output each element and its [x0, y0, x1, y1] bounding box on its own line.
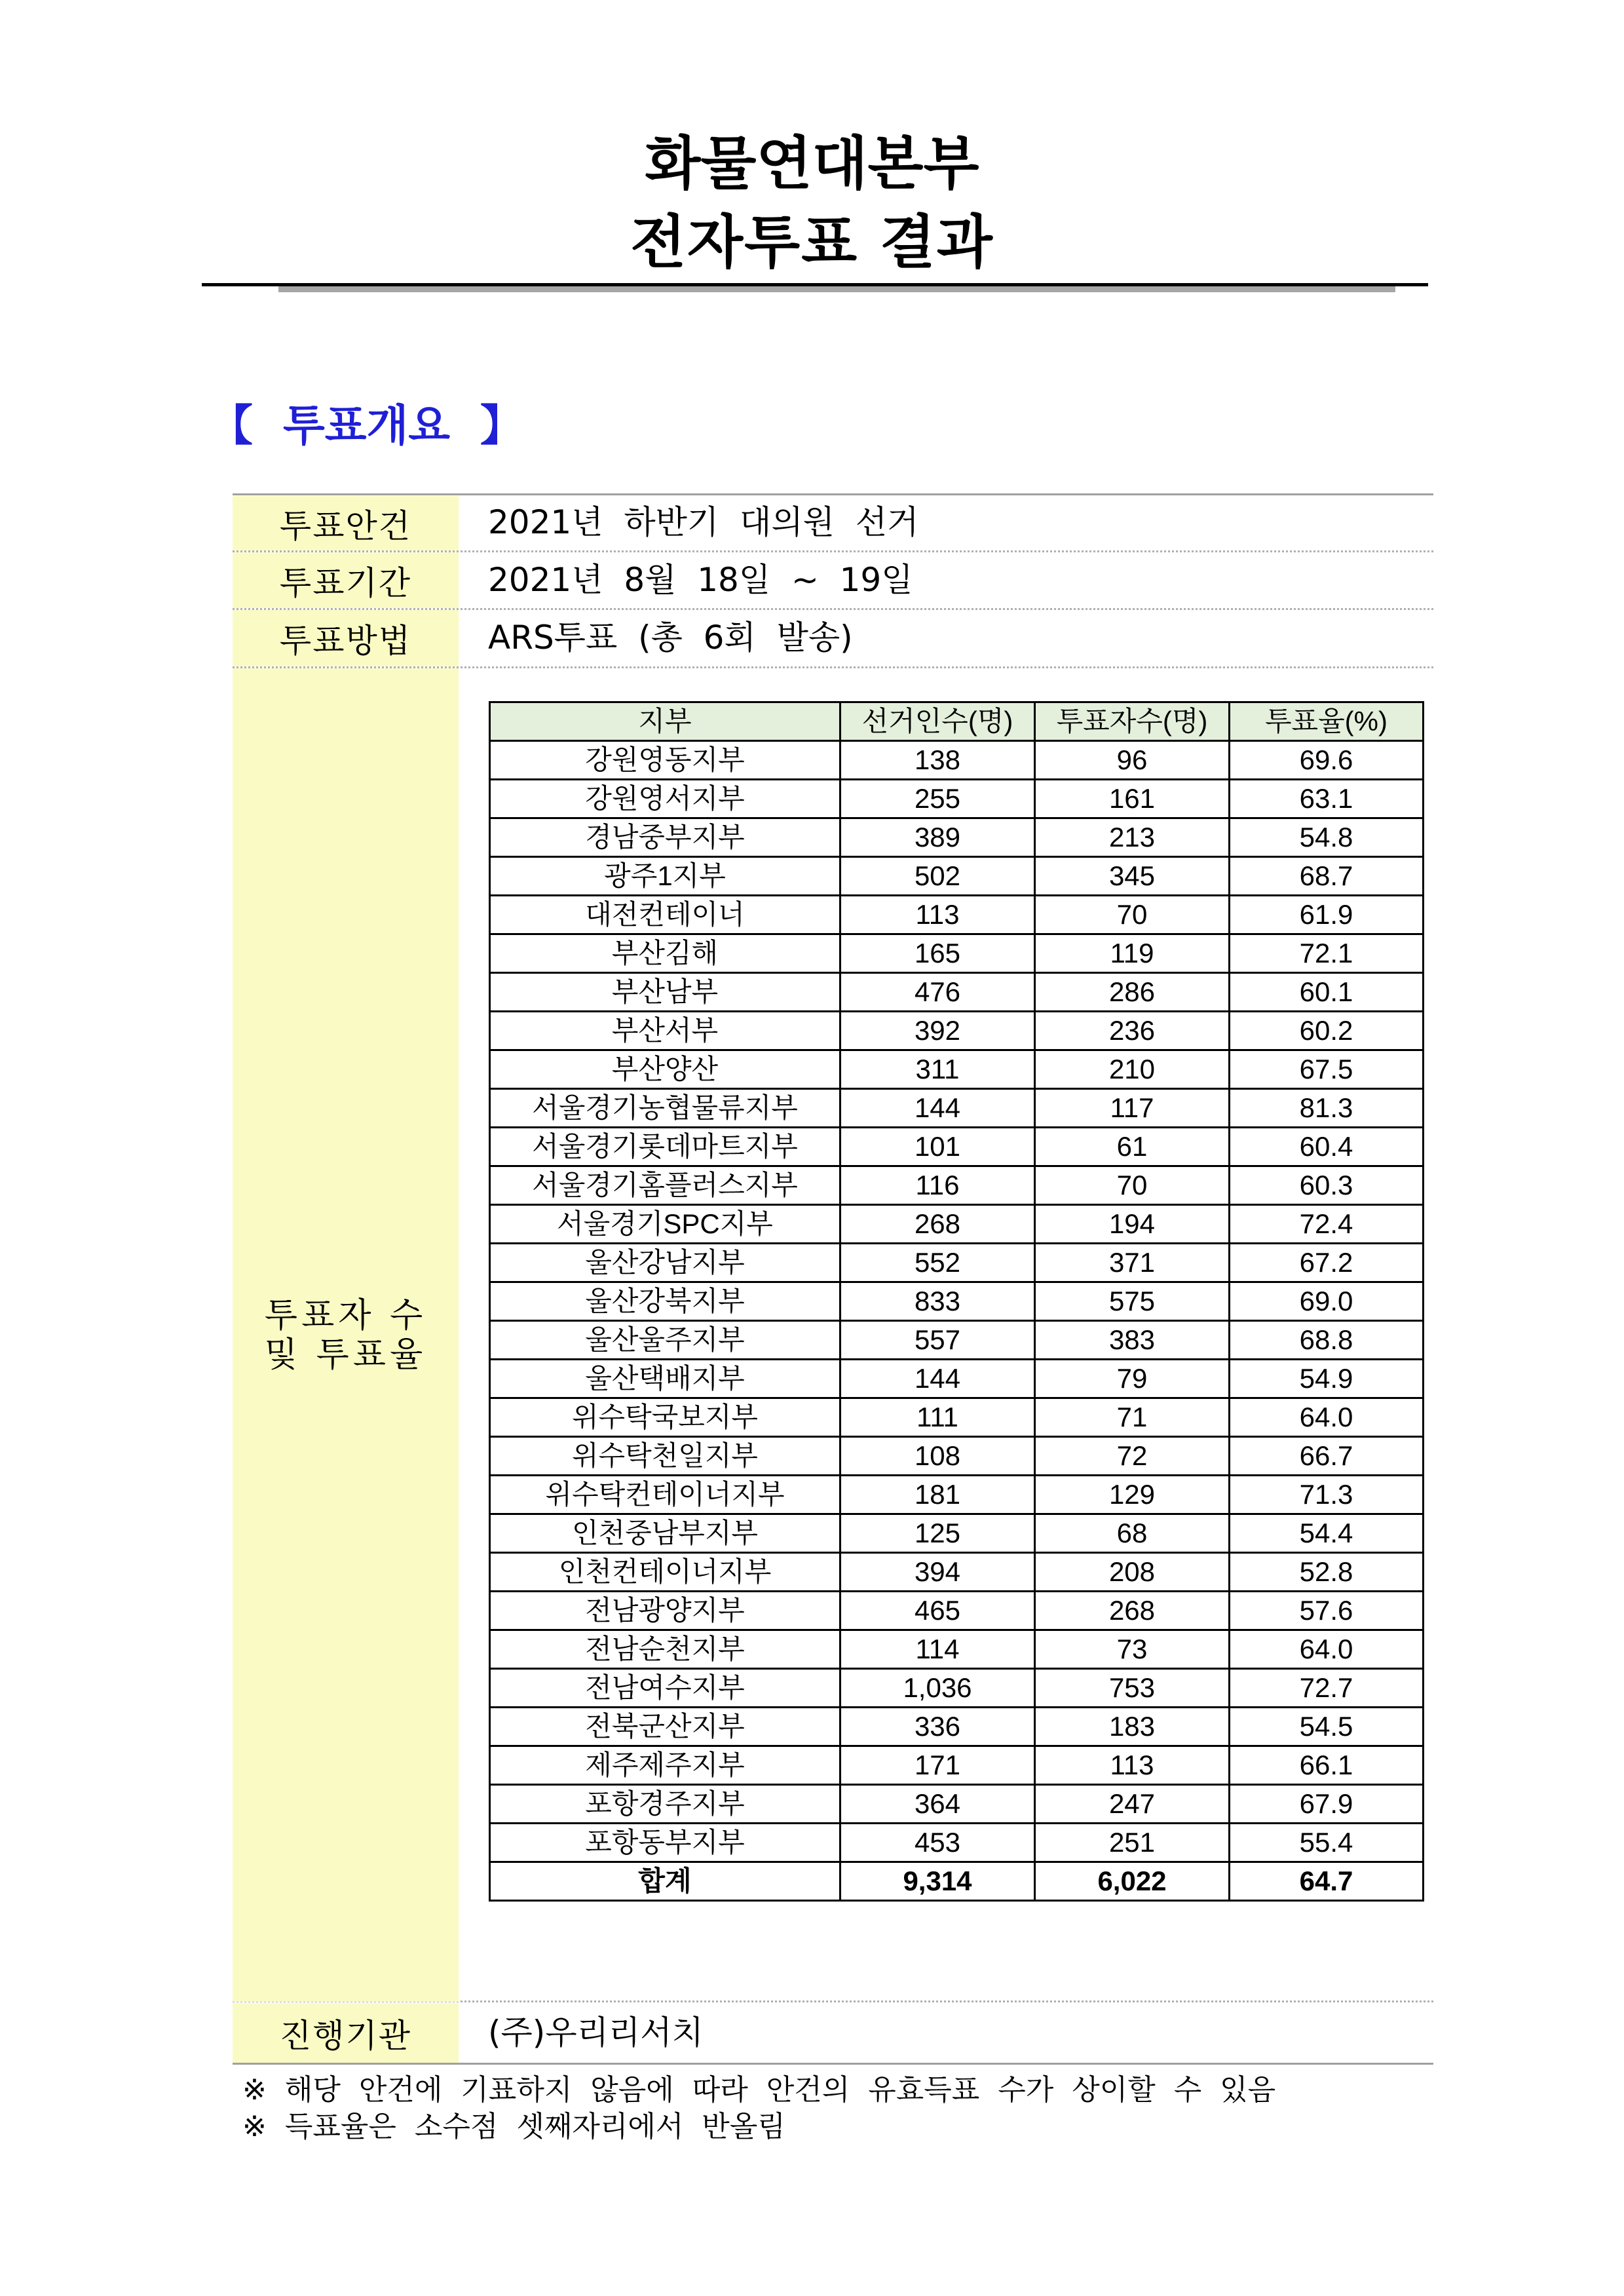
branch-name-cell: 서울경기롯데마트지부	[490, 1128, 840, 1166]
branch-name-cell: 서울경기홈플러스지부	[490, 1166, 840, 1205]
total-turnout-cell: 64.7	[1230, 1862, 1424, 1901]
total-electors-cell: 9,314	[840, 1862, 1035, 1901]
electors-cell: 144	[840, 1360, 1035, 1398]
turnout-cell: 54.4	[1230, 1514, 1424, 1553]
overview-bottom-border	[233, 2063, 1433, 2065]
electors-cell: 394	[840, 1553, 1035, 1592]
electors-cell: 833	[840, 1282, 1035, 1321]
electors-cell: 557	[840, 1321, 1035, 1360]
footnote: ※ 득표율은 소수점 셋째자리에서 반올림	[242, 2110, 785, 2143]
period-label: 투표기간	[233, 552, 459, 608]
voters-cell: 68	[1035, 1514, 1230, 1553]
electors-cell: 502	[840, 857, 1035, 896]
branch-name-cell: 위수탁천일지부	[490, 1437, 840, 1476]
voters-cell: 70	[1035, 896, 1230, 934]
turnout-cell: 60.2	[1230, 1012, 1424, 1050]
branch-name-cell: 서울경기농협물류지부	[490, 1089, 840, 1128]
turnout-cell: 54.8	[1230, 818, 1424, 857]
electors-cell: 181	[840, 1476, 1035, 1514]
voters-cell: 213	[1035, 818, 1230, 857]
branch-name-cell: 위수탁국보지부	[490, 1398, 840, 1437]
table-row	[490, 1592, 1424, 1630]
table-row	[490, 1437, 1424, 1476]
branch-name-cell: 인천컨테이너지부	[490, 1553, 840, 1592]
electors-cell: 108	[840, 1437, 1035, 1476]
turnout-cell: 52.8	[1230, 1553, 1424, 1592]
voters-cell: 194	[1035, 1205, 1230, 1244]
turnout-cell: 81.3	[1230, 1089, 1424, 1128]
table-row	[490, 818, 1424, 857]
voters-cell: 183	[1035, 1708, 1230, 1746]
voters-cell: 70	[1035, 1166, 1230, 1205]
electors-cell: 116	[840, 1166, 1035, 1205]
branch-name-cell: 부산남부	[490, 973, 840, 1012]
electors-cell: 255	[840, 780, 1035, 818]
electors-cell: 138	[840, 741, 1035, 780]
electors-cell: 364	[840, 1785, 1035, 1824]
table-row	[490, 1128, 1424, 1166]
header-turnout: 투표율(%)	[1230, 702, 1424, 741]
branch-name-cell: 울산택배지부	[490, 1360, 840, 1398]
electors-cell: 336	[840, 1708, 1035, 1746]
turnout-cell: 60.1	[1230, 973, 1424, 1012]
branch-name-cell: 광주1지부	[490, 857, 840, 896]
turnout-cell: 71.3	[1230, 1476, 1424, 1514]
turnout-cell: 66.7	[1230, 1437, 1424, 1476]
table-row	[490, 1166, 1424, 1205]
total-voters-cell: 6,022	[1035, 1862, 1230, 1901]
table-row	[490, 1514, 1424, 1553]
branch-name-cell: 울산강남지부	[490, 1244, 840, 1282]
header-voters: 투표자수(명)	[1035, 702, 1230, 741]
branch-name-cell: 울산울주지부	[490, 1321, 840, 1360]
voters-cell: 79	[1035, 1360, 1230, 1398]
voters-cell: 129	[1035, 1476, 1230, 1514]
organizer-label: 진행기관	[233, 2003, 459, 2063]
branch-name-cell: 울산강북지부	[490, 1282, 840, 1321]
voters-cell: 251	[1035, 1824, 1230, 1862]
electors-cell: 392	[840, 1012, 1035, 1050]
voters-cell: 383	[1035, 1321, 1230, 1360]
table-row	[490, 1669, 1424, 1708]
voters-cell: 210	[1035, 1050, 1230, 1089]
branch-name-cell: 강원영동지부	[490, 741, 840, 780]
table-row	[490, 1321, 1424, 1360]
voters-cell: 73	[1035, 1630, 1230, 1669]
table-row	[490, 1476, 1424, 1514]
electors-cell: 144	[840, 1089, 1035, 1128]
voters-cell: 268	[1035, 1592, 1230, 1630]
turnout-label-line1: 투표자 수	[264, 1295, 427, 1335]
table-row	[490, 1824, 1424, 1862]
turnout-cell: 63.1	[1230, 780, 1424, 818]
header-branch: 지부	[490, 702, 840, 741]
branch-name-cell: 대전컨테이너	[490, 896, 840, 934]
voters-cell: 575	[1035, 1282, 1230, 1321]
table-row	[490, 1012, 1424, 1050]
period-value: 2021년 8월 18일 ~ 19일	[488, 561, 913, 599]
turnout-cell: 68.7	[1230, 857, 1424, 896]
electors-cell: 125	[840, 1514, 1035, 1553]
table-row	[490, 1746, 1424, 1785]
table-row	[490, 1708, 1424, 1746]
electors-cell: 165	[840, 934, 1035, 973]
table-row	[490, 1282, 1424, 1321]
branch-name-cell: 전남여수지부	[490, 1669, 840, 1708]
electors-cell: 453	[840, 1824, 1035, 1862]
electors-cell: 101	[840, 1128, 1035, 1166]
section-heading: 【 투표개요 】	[210, 400, 523, 451]
branch-name-cell: 부산양산	[490, 1050, 840, 1089]
total-label-cell: 합계	[490, 1862, 840, 1901]
electors-cell: 268	[840, 1205, 1035, 1244]
electors-cell: 552	[840, 1244, 1035, 1282]
branch-name-cell: 제주제주지부	[490, 1746, 840, 1785]
table-row	[490, 1089, 1424, 1128]
table-row	[490, 1398, 1424, 1437]
branch-name-cell: 강원영서지부	[490, 780, 840, 818]
turnout-label-line2: 및 투표율	[264, 1335, 427, 1375]
table-row	[490, 973, 1424, 1012]
voters-cell: 371	[1035, 1244, 1230, 1282]
total-row	[490, 1862, 1424, 1901]
electors-cell: 1,036	[840, 1669, 1035, 1708]
turnout-cell: 72.4	[1230, 1205, 1424, 1244]
table-row	[490, 1785, 1424, 1824]
table-row	[490, 1050, 1424, 1089]
overview-top-border	[233, 493, 1433, 495]
turnout-cell: 54.5	[1230, 1708, 1424, 1746]
method-value: ARS투표 (총 6회 발송)	[488, 619, 853, 657]
turnout-cell: 55.4	[1230, 1824, 1424, 1862]
turnout-cell: 60.4	[1230, 1128, 1424, 1166]
electors-cell: 114	[840, 1630, 1035, 1669]
voters-cell: 119	[1035, 934, 1230, 973]
title-underline-shadow	[278, 286, 1395, 292]
turnout-cell: 61.9	[1230, 896, 1424, 934]
turnout-cell: 69.6	[1230, 741, 1424, 780]
table-row	[490, 780, 1424, 818]
voters-cell: 208	[1035, 1553, 1230, 1592]
branch-name-cell: 부산김해	[490, 934, 840, 973]
table-row	[490, 1630, 1424, 1669]
voters-cell: 72	[1035, 1437, 1230, 1476]
turnout-cell: 67.5	[1230, 1050, 1424, 1089]
agenda-label: 투표안건	[233, 496, 459, 550]
voters-cell: 71	[1035, 1398, 1230, 1437]
table-row	[490, 741, 1424, 780]
branch-name-cell: 전북군산지부	[490, 1708, 840, 1746]
table-row	[490, 1244, 1424, 1282]
table-row	[490, 1360, 1424, 1398]
electors-cell: 476	[840, 973, 1035, 1012]
table-row	[490, 1205, 1424, 1244]
branch-name-cell: 전남순천지부	[490, 1630, 840, 1669]
turnout-cell: 67.2	[1230, 1244, 1424, 1282]
footnote: ※ 해당 안건에 기표하지 않음에 따라 안건의 유효득표 수가 상이할 수 있음	[242, 2073, 1276, 2107]
electors-cell: 465	[840, 1592, 1035, 1630]
branch-name-cell: 부산서부	[490, 1012, 840, 1050]
branch-name-cell: 인천중남부지부	[490, 1514, 840, 1553]
voters-cell: 113	[1035, 1746, 1230, 1785]
agenda-value: 2021년 하반기 대의원 선거	[488, 503, 919, 541]
turnout-cell: 64.0	[1230, 1398, 1424, 1437]
document-title: 화물연대본부	[645, 130, 979, 197]
voters-cell: 753	[1035, 1669, 1230, 1708]
turnout-cell: 68.8	[1230, 1321, 1424, 1360]
turnout-cell: 64.0	[1230, 1630, 1424, 1669]
turnout-cell: 54.9	[1230, 1360, 1424, 1398]
voters-cell: 117	[1035, 1089, 1230, 1128]
branch-name-cell: 서울경기SPC지부	[490, 1205, 840, 1244]
document-subtitle: 전자투표 결과	[630, 208, 994, 276]
voters-cell: 61	[1035, 1128, 1230, 1166]
branch-name-cell: 위수탁컨테이너지부	[490, 1476, 840, 1514]
table-row	[490, 934, 1424, 973]
voters-cell: 236	[1035, 1012, 1230, 1050]
branch-turnout-table	[489, 701, 1424, 1902]
electors-cell: 111	[840, 1398, 1035, 1437]
turnout-cell: 57.6	[1230, 1592, 1424, 1630]
electors-cell: 389	[840, 818, 1035, 857]
turnout-cell: 72.7	[1230, 1669, 1424, 1708]
table-row	[490, 1553, 1424, 1592]
table-header-row	[490, 702, 1424, 741]
voters-cell: 247	[1035, 1785, 1230, 1824]
turnout-cell: 60.3	[1230, 1166, 1424, 1205]
branch-name-cell: 전남광양지부	[490, 1592, 840, 1630]
turnout-label	[233, 668, 459, 2002]
branch-name-cell: 경남중부지부	[490, 818, 840, 857]
electors-cell: 113	[840, 896, 1035, 934]
table-row	[490, 857, 1424, 896]
electors-cell: 311	[840, 1050, 1035, 1089]
branch-name-cell: 포항동부지부	[490, 1824, 840, 1862]
voters-cell: 96	[1035, 741, 1230, 780]
turnout-cell: 69.0	[1230, 1282, 1424, 1321]
header-electors: 선거인수(명)	[840, 702, 1035, 741]
voters-cell: 161	[1035, 780, 1230, 818]
voters-cell: 345	[1035, 857, 1230, 896]
turnout-cell: 72.1	[1230, 934, 1424, 973]
method-label: 투표방법	[233, 610, 459, 666]
electors-cell: 171	[840, 1746, 1035, 1785]
branch-name-cell: 포항경주지부	[490, 1785, 840, 1824]
organizer-value: (주)우리리서치	[488, 2014, 704, 2052]
turnout-cell: 67.9	[1230, 1785, 1424, 1824]
table-row	[490, 896, 1424, 934]
voters-cell: 286	[1035, 973, 1230, 1012]
turnout-cell: 66.1	[1230, 1746, 1424, 1785]
